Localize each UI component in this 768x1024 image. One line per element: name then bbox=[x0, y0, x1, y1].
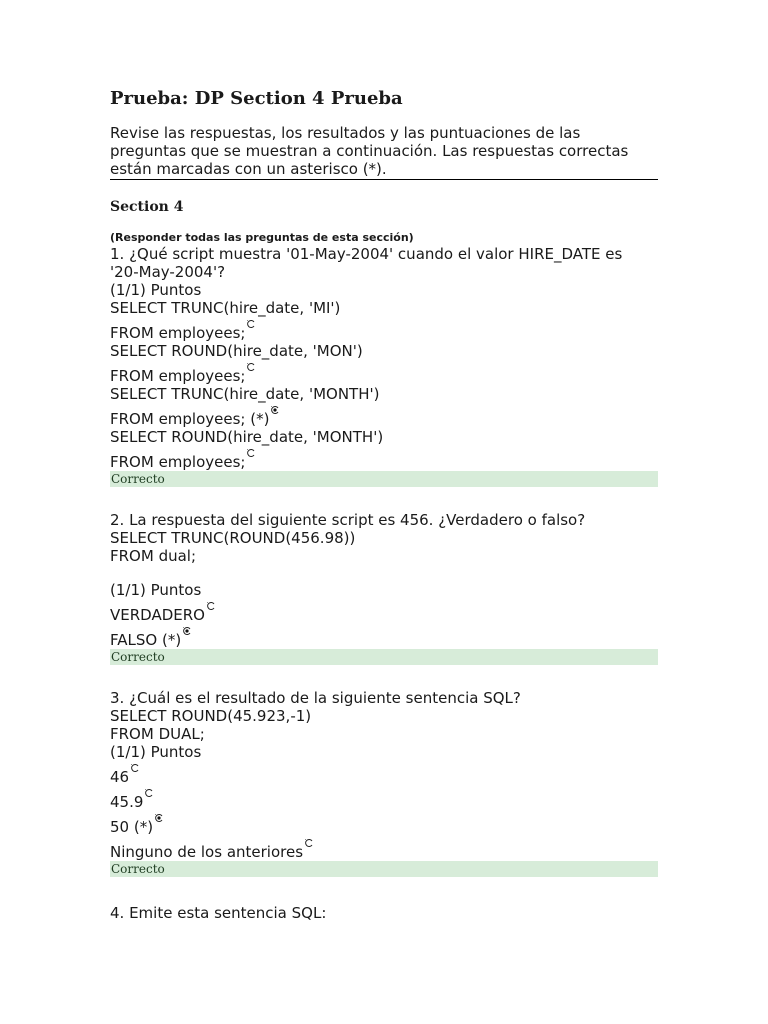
answer-option[interactable] bbox=[110, 768, 658, 786]
radio-unselected-icon[interactable] bbox=[304, 838, 314, 848]
option-line: SELECT ROUND(hire_date, 'MONTH') bbox=[110, 428, 384, 446]
question-prompt: 1. ¿Qué script muestra '01-May-2004' cuando el valor HIRE_DATE es bbox=[110, 245, 623, 263]
question-3 bbox=[110, 689, 658, 877]
radio-unselected-icon[interactable] bbox=[246, 448, 256, 458]
option-label: Ninguno de los anteriores bbox=[110, 843, 304, 861]
question-code: FROM DUAL; bbox=[110, 725, 205, 743]
radio-selected-icon[interactable] bbox=[270, 405, 280, 415]
question-code: FROM dual; bbox=[110, 547, 197, 565]
radio-unselected-icon[interactable] bbox=[206, 601, 216, 611]
question-prompt: 3. ¿Cuál es el resultado de la siguiente sentencia SQL? bbox=[110, 689, 521, 707]
answer-option[interactable] bbox=[110, 631, 658, 649]
status-badge: Correcto bbox=[110, 861, 658, 877]
question-prompt: 4. Emite esta sentencia SQL: bbox=[110, 904, 327, 922]
answer-option[interactable] bbox=[110, 342, 658, 385]
quiz-review-page bbox=[110, 86, 658, 922]
question-spacer bbox=[110, 665, 658, 689]
section-instructions: (Responder todas las preguntas de esta sección) bbox=[110, 231, 414, 244]
status-badge: Correcto bbox=[110, 649, 658, 665]
question-spacer bbox=[110, 877, 658, 904]
option-line: FROM employees; bbox=[110, 367, 246, 385]
option-line: SELECT ROUND(hire_date, 'MON') bbox=[110, 342, 363, 360]
question-code: SELECT TRUNC(ROUND(456.98)) bbox=[110, 529, 356, 547]
radio-unselected-icon[interactable] bbox=[144, 788, 154, 798]
option-line: FROM employees; bbox=[110, 453, 246, 471]
option-label: 50 (*) bbox=[110, 818, 154, 836]
option-label: VERDADERO bbox=[110, 606, 205, 624]
answer-option[interactable] bbox=[110, 428, 658, 471]
answer-option[interactable] bbox=[110, 843, 658, 861]
radio-unselected-icon[interactable] bbox=[246, 319, 256, 329]
answer-option[interactable] bbox=[110, 818, 658, 836]
question-4 bbox=[110, 904, 658, 922]
radio-unselected-icon[interactable] bbox=[130, 763, 140, 773]
question-2 bbox=[110, 511, 658, 665]
status-badge: Correcto bbox=[110, 471, 658, 487]
option-line: SELECT TRUNC(hire_date, 'MONTH') bbox=[110, 385, 380, 403]
question-spacer bbox=[110, 487, 658, 511]
option-label: FALSO (*) bbox=[110, 631, 182, 649]
option-label: 46 bbox=[110, 768, 130, 786]
question-1 bbox=[110, 245, 658, 487]
question-points: (1/1) Puntos bbox=[110, 281, 202, 299]
radio-unselected-icon[interactable] bbox=[246, 362, 256, 372]
answer-option[interactable] bbox=[110, 606, 658, 624]
answer-option[interactable] bbox=[110, 793, 658, 811]
question-points: (1/1) Puntos bbox=[110, 743, 202, 761]
option-line: FROM employees; (*) bbox=[110, 410, 270, 428]
question-points: (1/1) Puntos bbox=[110, 581, 202, 599]
option-label: 45.9 bbox=[110, 793, 144, 811]
option-line: FROM employees; bbox=[110, 324, 246, 342]
question-prompt: 2. La respuesta del siguiente script es 456. ¿Verdadero o falso? bbox=[110, 511, 586, 529]
question-code: SELECT ROUND(45.923,-1) bbox=[110, 707, 312, 725]
question-prompt-cont: '20-May-2004'? bbox=[110, 263, 226, 281]
option-line: SELECT TRUNC(hire_date, 'MI') bbox=[110, 299, 341, 317]
answer-option[interactable] bbox=[110, 299, 658, 342]
page-title: Prueba: DP Section 4 Prueba bbox=[110, 88, 403, 109]
radio-selected-icon[interactable] bbox=[182, 626, 192, 636]
code-gap bbox=[110, 565, 658, 581]
radio-selected-icon[interactable] bbox=[154, 813, 164, 823]
section-title: Section 4 bbox=[110, 199, 184, 215]
intro-text: Revise las respuestas, los resultados y las puntuaciones de las preguntas que se muestran a continuación. Las respuestas correctas están marcadas con un asterisco (*). bbox=[110, 124, 658, 180]
answer-option[interactable] bbox=[110, 385, 658, 428]
